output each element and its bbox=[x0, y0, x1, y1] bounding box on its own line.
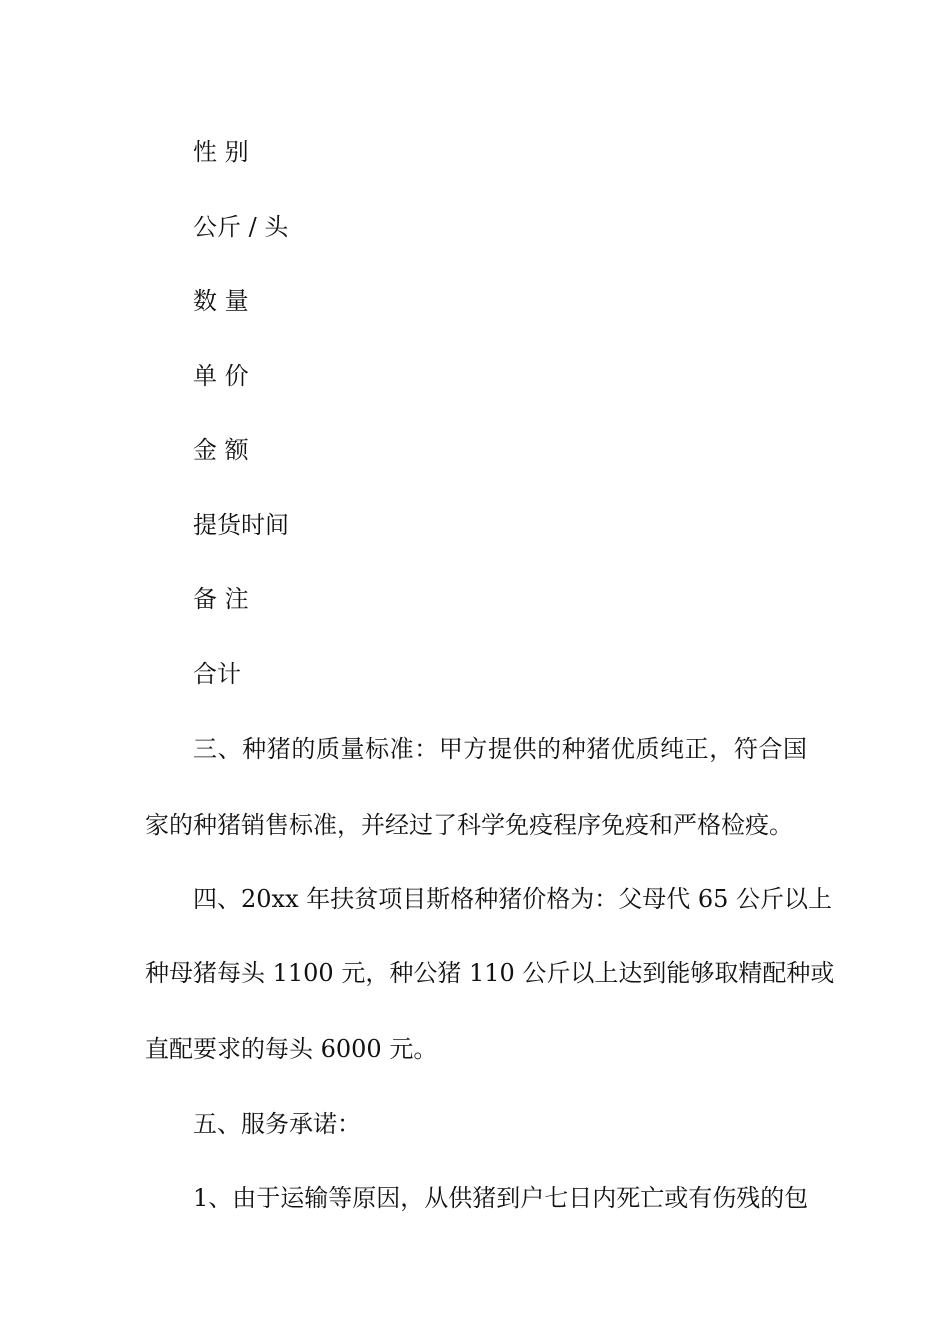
price-line-3: 直配要求的每头 6000 元。 bbox=[145, 1035, 438, 1063]
quality-standard-line-2: 家的种猪销售标准，并经过了科学免疫程序免疫和严格检疫。 bbox=[145, 811, 793, 839]
label-weight: 公斤 / 头 bbox=[193, 213, 289, 241]
label-remarks: 备 注 bbox=[193, 585, 249, 613]
price-line-2: 种母猪每头 1100 元，种公猪 110 公斤以上达到能够取精配种或 bbox=[145, 959, 835, 987]
quality-standard-line-1: 三、种猪的质量标准：甲方提供的种猪优质纯正，符合国 bbox=[193, 735, 807, 763]
label-amount: 金 额 bbox=[193, 436, 249, 464]
label-gender: 性 别 bbox=[193, 138, 249, 166]
label-total: 合计 bbox=[193, 660, 241, 688]
label-pickup-time: 提货时间 bbox=[193, 511, 289, 539]
service-heading: 五、服务承诺： bbox=[193, 1110, 361, 1138]
label-unit-price: 单 价 bbox=[193, 362, 249, 390]
label-quantity: 数 量 bbox=[193, 287, 249, 315]
service-item-1: 1、由于运输等原因，从供猪到户七日内死亡或有伤残的包 bbox=[193, 1184, 809, 1212]
price-line-1: 四、20xx 年扶贫项目斯格种猪价格为：父母代 65 公斤以上 bbox=[193, 885, 833, 913]
